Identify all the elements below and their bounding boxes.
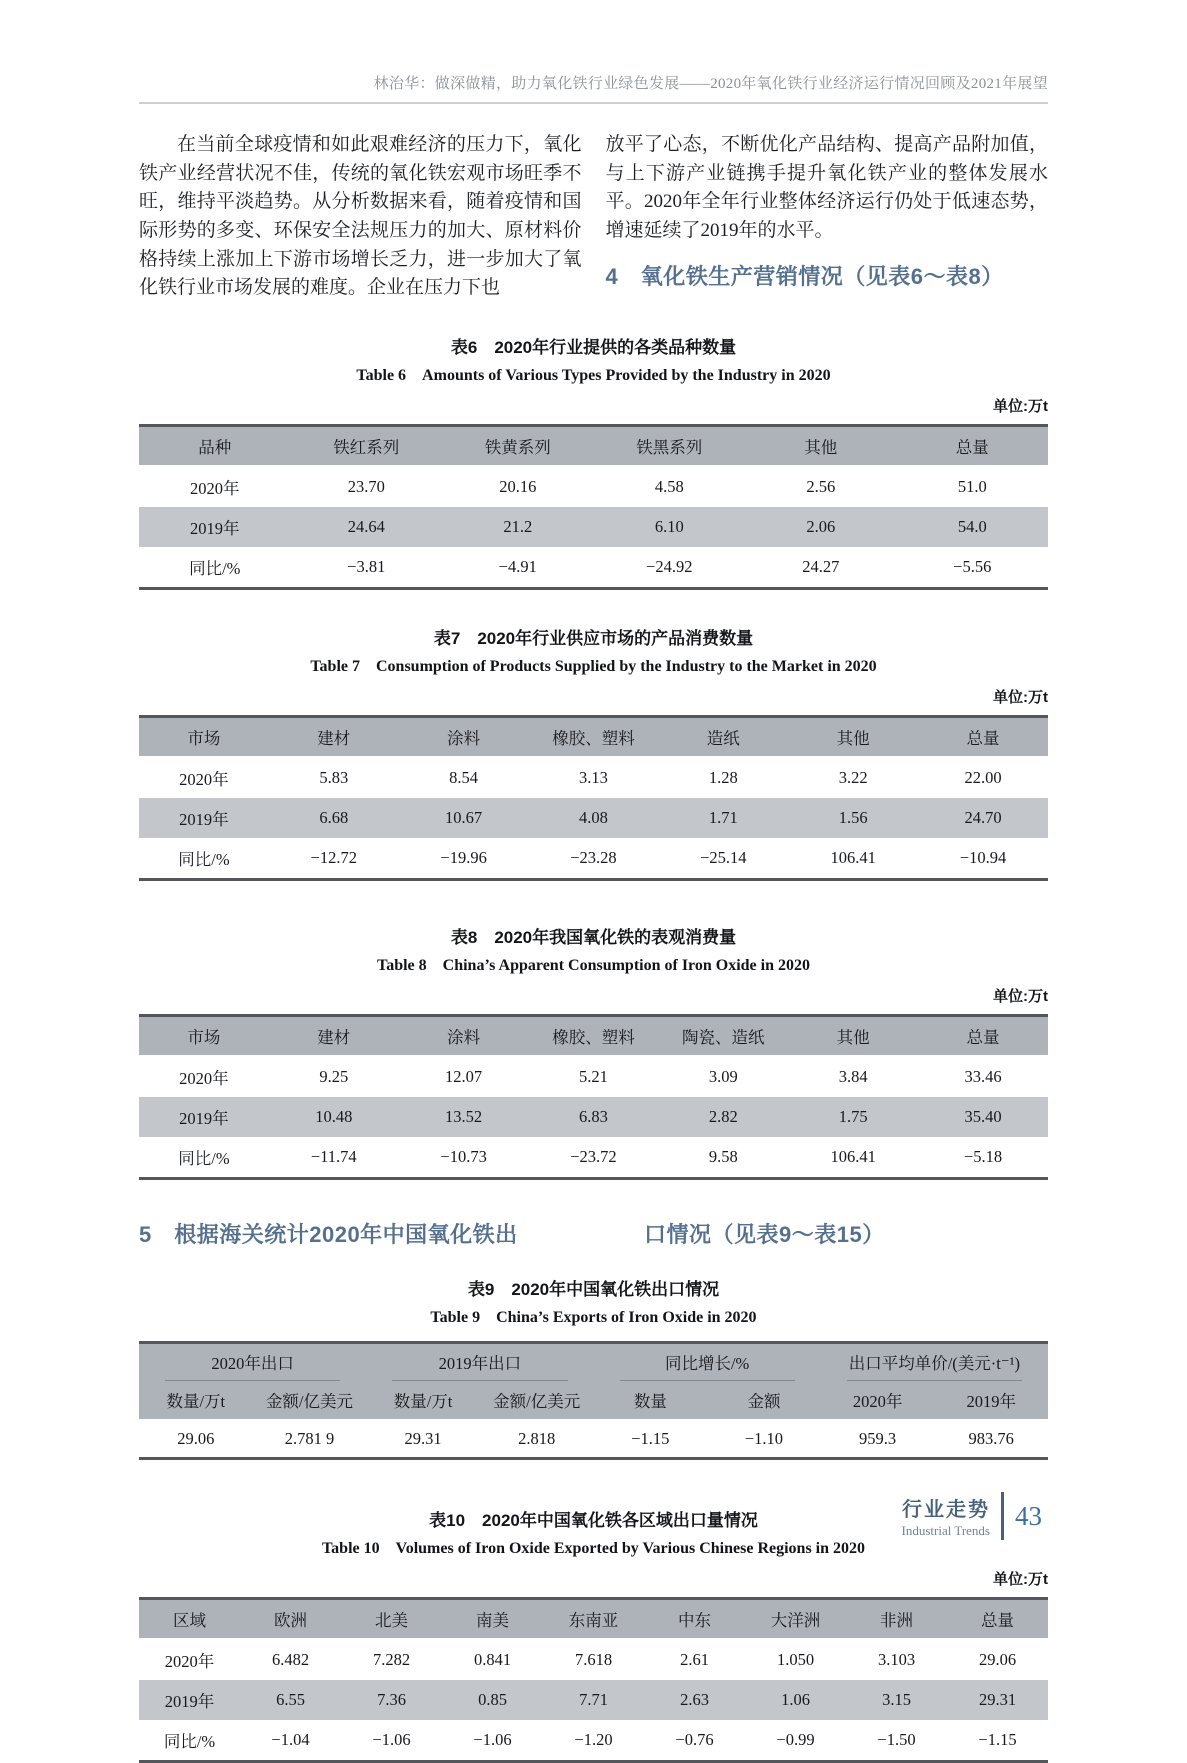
column-header: 橡胶、塑料	[529, 1016, 659, 1057]
table6-title-en: Table 6 Amounts of Various Types Provided by the Industry in 2020	[356, 367, 831, 385]
table-cell: 3.15	[846, 1680, 947, 1720]
table9-block	[139, 1275, 1048, 1460]
table-cell: 2.82	[658, 1097, 788, 1137]
table-row	[139, 1720, 1048, 1762]
table-cell: 5.83	[319, 768, 349, 788]
table-cell: 29.06	[978, 1650, 1017, 1670]
table8-unit: 单位:万t	[993, 988, 1048, 1006]
table-cell: 22.00	[964, 768, 1002, 788]
table-cell: 3.09	[708, 1067, 738, 1087]
column-header: 陶瓷、造纸	[658, 1016, 788, 1057]
group-header: 同比增长/%	[594, 1343, 821, 1382]
table7-table	[139, 715, 1048, 881]
column-header: 总量	[918, 717, 1048, 758]
column-header: 市场	[139, 1016, 269, 1057]
table-row	[139, 757, 1048, 798]
data-table	[139, 715, 1048, 881]
table-cell: 54.0	[897, 507, 1049, 547]
table-cell: 24.64	[291, 507, 443, 547]
table6-unit: 单位:万t	[993, 398, 1048, 416]
table-cell: 1.75	[788, 1097, 918, 1137]
table-cell: 2.818	[518, 1429, 556, 1449]
row-label: 2019年	[139, 1097, 269, 1137]
table-row	[139, 1056, 1048, 1097]
table-cell: −19.96	[440, 848, 487, 868]
column-header: 数量/万t	[366, 1381, 480, 1420]
table-cell: 3.84	[838, 1067, 868, 1087]
table-cell: −23.28	[570, 848, 617, 868]
column-header: 品种	[139, 426, 291, 467]
table-cell: 106.41	[830, 1147, 876, 1167]
table-cell: 5.21	[579, 1067, 608, 1087]
row-label: 同比/%	[189, 559, 241, 579]
row-label: 2020年	[190, 479, 240, 499]
column-header: 中东	[644, 1599, 745, 1640]
table8-table	[139, 1014, 1048, 1180]
column-header: 其他	[788, 717, 918, 758]
table-cell: −1.04	[271, 1730, 310, 1750]
table10-title-cn: 表10 2020年中国氧化铁各区域出口量情况	[429, 1511, 758, 1531]
table-cell: 10.67	[399, 798, 529, 838]
table-cell: 3.22	[838, 768, 868, 788]
column-header: 造纸	[658, 717, 788, 758]
table-cell: 2.63	[644, 1680, 745, 1720]
table-cell: 959.3	[859, 1429, 897, 1449]
header-rule	[139, 102, 1048, 104]
intro-column-left	[139, 131, 582, 303]
table-cell: −5.56	[953, 557, 992, 577]
footer-label-en: Industrial Trends	[901, 1523, 990, 1538]
table-row	[139, 466, 1048, 507]
table-cell: 9.25	[319, 1067, 349, 1087]
table-cell: −1.15	[631, 1429, 670, 1449]
table-cell: 29.31	[404, 1429, 442, 1449]
column-header: 建材	[269, 1016, 399, 1057]
table-row	[139, 1137, 1048, 1179]
table-cell: −11.74	[310, 1147, 357, 1167]
table-row	[139, 1680, 1048, 1720]
table-cell: 10.48	[269, 1097, 399, 1137]
table-cell: 6.55	[240, 1680, 341, 1720]
table8-title-en: Table 8 China’s Apparent Consumption of Iron Oxide in 2020	[377, 957, 810, 975]
column-header: 数量	[594, 1381, 708, 1420]
column-header: 总量	[947, 1599, 1048, 1640]
table-cell: 2.56	[806, 477, 836, 497]
column-header: 涂料	[399, 1016, 529, 1057]
table-row	[139, 1097, 1048, 1137]
table9-table	[139, 1341, 1048, 1460]
table-cell: 23.70	[347, 477, 385, 497]
table6-block	[139, 333, 1048, 590]
footer-page-number: 43	[1015, 1500, 1042, 1531]
running-header: 林治华：做深做精，助力氧化铁行业绿色发展——2020年氧化铁行业经济运行情况回顾及2021年展望	[373, 76, 1048, 92]
column-header: 铁黄系列	[442, 426, 594, 467]
table7-title-cn: 表7 2020年行业供应市场的产品消费数量	[433, 629, 754, 649]
table-cell: 3.103	[877, 1650, 916, 1670]
table7-unit: 单位:万t	[993, 689, 1048, 707]
table-cell: 21.2	[442, 507, 594, 547]
table-row	[139, 507, 1048, 547]
table-cell: −0.99	[776, 1730, 815, 1750]
table-cell: 0.841	[473, 1650, 512, 1670]
data-table	[139, 1341, 1048, 1460]
table-cell: 29.31	[947, 1680, 1048, 1720]
table-cell: −10.73	[440, 1147, 487, 1167]
row-label: 2019年	[139, 1680, 240, 1720]
row-label: 29.06	[177, 1429, 215, 1449]
table-cell: 4.08	[529, 798, 659, 838]
column-header: 2020年	[821, 1381, 935, 1420]
table-cell: −1.10	[744, 1429, 784, 1449]
table-cell: 12.07	[445, 1067, 483, 1087]
table9-title-cn: 表9 2020年中国氧化铁出口情况	[467, 1280, 720, 1300]
intro-section	[139, 131, 1048, 303]
table-cell: 51.0	[957, 477, 987, 497]
table-cell: 7.282	[372, 1650, 411, 1670]
table-cell: −1.06	[473, 1730, 512, 1750]
column-header: 建材	[269, 717, 399, 758]
column-header: 非洲	[846, 1599, 947, 1640]
row-label: 2020年	[164, 1652, 215, 1672]
table-cell: 35.40	[918, 1097, 1048, 1137]
table6-table	[139, 424, 1048, 590]
table-cell: −3.81	[347, 557, 386, 577]
table-cell: 8.54	[449, 768, 479, 788]
column-header: 铁红系列	[291, 426, 443, 467]
table9-title-en: Table 9 China’s Exports of Iron Oxide in 2020	[430, 1309, 757, 1327]
group-header: 出口平均单价/(美元·t⁻¹)	[821, 1343, 1048, 1382]
footer-label-cn: 行业走势	[902, 1499, 990, 1521]
table-cell: −0.76	[675, 1730, 714, 1750]
table-row	[139, 1420, 1048, 1459]
table-cell: 24.27	[802, 557, 840, 577]
table-cell: 106.41	[830, 848, 876, 868]
column-header: 金额/亿美元	[253, 1381, 367, 1420]
table-cell: 6.83	[529, 1097, 659, 1137]
table-row	[139, 838, 1048, 880]
table-cell: 1.56	[788, 798, 918, 838]
row-label: 2019年	[139, 798, 269, 838]
table-cell: −24.92	[646, 557, 693, 577]
column-header: 北美	[341, 1599, 442, 1640]
table-cell: −25.14	[700, 848, 747, 868]
table-cell: 4.58	[654, 477, 684, 497]
table-cell: 6.68	[269, 798, 399, 838]
column-header: 其他	[745, 426, 897, 467]
table-row	[139, 798, 1048, 838]
table-cell: −5.18	[963, 1147, 1003, 1167]
table6-title-cn: 表6 2020年行业提供的各类品种数量	[450, 338, 737, 358]
group-header: 2020年出口	[139, 1343, 366, 1382]
row-label: 同比/%	[163, 1732, 216, 1752]
table-cell: 3.13	[579, 768, 608, 788]
table8-title-cn: 表8 2020年我国氧化铁的表观消费量	[450, 928, 737, 948]
table-cell: 1.050	[776, 1650, 815, 1670]
table-cell: 7.618	[574, 1650, 613, 1670]
column-header: 大洋洲	[745, 1599, 846, 1640]
group-header: 2019年出口	[366, 1343, 593, 1382]
intro-column-right	[606, 131, 1049, 303]
column-header: 区域	[139, 1599, 240, 1640]
table-cell: 983.76	[968, 1429, 1014, 1449]
column-header: 市场	[139, 717, 269, 758]
table-cell: −4.91	[498, 557, 537, 577]
table10-title-en: Table 10 Volumes of Iron Oxide Exported by Various Chinese Regions in 2020	[321, 1540, 866, 1558]
table-cell: 7.71	[543, 1680, 644, 1720]
data-table	[139, 424, 1048, 590]
column-header: 橡胶、塑料	[529, 717, 659, 758]
column-header: 其他	[788, 1016, 918, 1057]
table-cell: 24.70	[918, 798, 1048, 838]
column-header: 涂料	[399, 717, 529, 758]
table10-unit: 单位:万t	[993, 1571, 1048, 1589]
intro-paragraph-right: 放平了心态，不断优化产品结构、提高产品附加值，与上下游产业链携手提升氧化铁产业的整体发展水平。2020年全年行业整体经济运行仍处于低速态势，增速延续了2019年的水平。	[605, 134, 1048, 242]
table-cell: 13.52	[399, 1097, 529, 1137]
table-cell: 2.06	[745, 507, 897, 547]
column-header: 欧洲	[240, 1599, 341, 1640]
column-header: 金额	[707, 1381, 821, 1420]
table-cell: 6.10	[594, 507, 746, 547]
table10-table	[139, 1597, 1048, 1763]
section-5-heading	[139, 1218, 1048, 1249]
section-5-heading-left: 5 根据海关统计2020年中国氧化铁出	[139, 1222, 518, 1248]
column-header: 东南亚	[543, 1599, 644, 1640]
table-cell: −23.72	[570, 1147, 617, 1167]
column-header: 南美	[442, 1599, 543, 1640]
column-header: 总量	[918, 1016, 1048, 1057]
table-cell: −1.20	[574, 1730, 613, 1750]
data-table	[139, 1014, 1048, 1180]
table7-block	[139, 624, 1048, 881]
footer	[902, 1492, 1042, 1540]
table-cell: 9.58	[708, 1147, 738, 1167]
table-cell: −12.72	[310, 848, 357, 868]
row-label: 2020年	[179, 1069, 229, 1089]
column-header: 数量/万t	[139, 1381, 253, 1420]
table-cell: 1.71	[658, 798, 788, 838]
column-header: 总量	[897, 426, 1049, 467]
table-row	[139, 1639, 1048, 1680]
section-5-heading-right: 口情况（见表9～表15）	[644, 1222, 885, 1248]
table-cell: 2.781 9	[284, 1429, 335, 1449]
table-cell: −1.06	[372, 1730, 411, 1750]
table-cell: −10.94	[959, 848, 1007, 868]
row-label: 2020年	[179, 770, 229, 790]
table-cell: 1.28	[708, 768, 738, 788]
table7-title-en: Table 7 Consumption of Products Supplied by the Industry to the Market in 2020	[310, 658, 877, 676]
table-cell: 20.16	[499, 477, 537, 497]
table-cell: 0.85	[442, 1680, 543, 1720]
footer-divider	[1001, 1492, 1004, 1540]
table-cell: 6.482	[271, 1650, 310, 1670]
row-label: 同比/%	[178, 850, 230, 870]
intro-paragraph-left: 在当前全球疫情和如此艰难经济的压力下，氧化铁产业经营状况不佳，传统的氧化铁宏观市场旺季不旺，维持平淡趋势。从分析数据来看，随着疫情和国际形势的多变、环保安全法规压力的加大、原材料价格持续上涨加上下游市场增长乏力，进一步加大了氧化铁行业市场发展的难度。企业在压力下也	[139, 134, 582, 299]
footer-labels	[902, 1493, 990, 1539]
table10-block	[139, 1506, 1048, 1763]
table-cell: −1.15	[978, 1730, 1017, 1750]
table8-block	[139, 923, 1048, 1180]
section-4-heading: 4 氧化铁生产营销情况（见表6～表8）	[605, 263, 1004, 289]
column-header: 金额/亿美元	[480, 1381, 594, 1420]
data-table	[139, 1597, 1048, 1763]
table-cell: 7.36	[341, 1680, 442, 1720]
row-label: 2019年	[139, 507, 291, 547]
column-header: 2019年	[934, 1381, 1048, 1420]
table-cell: 2.61	[680, 1650, 709, 1670]
row-label: 同比/%	[178, 1149, 230, 1169]
table-row	[139, 547, 1048, 589]
table-cell: 33.46	[964, 1067, 1002, 1087]
table-cell: −1.50	[877, 1730, 916, 1750]
column-header: 铁黑系列	[594, 426, 746, 467]
table-cell: 1.06	[745, 1680, 846, 1720]
